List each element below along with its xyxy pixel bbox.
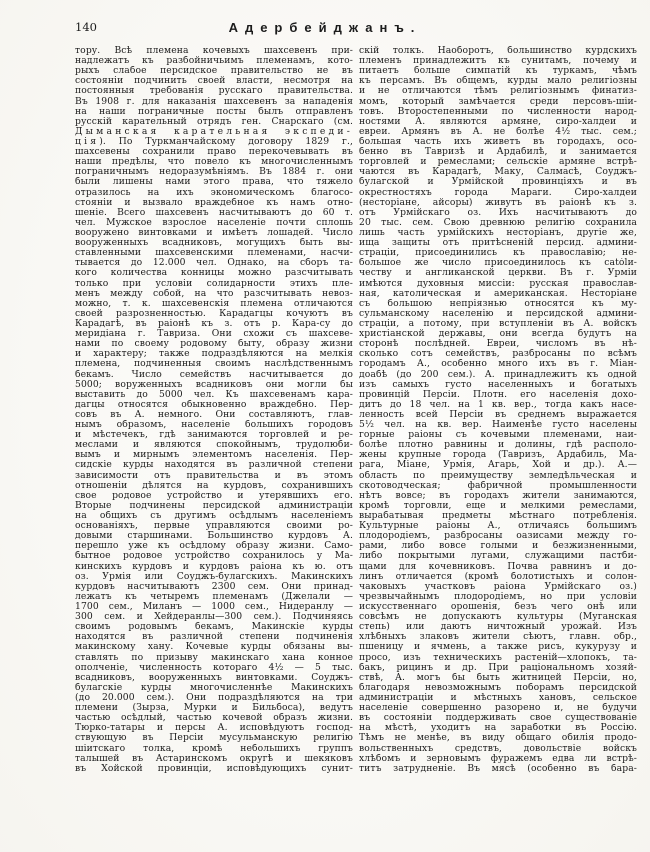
- text-line: христіанской державы, они всегда будутъ на: [359, 329, 637, 340]
- text-line: чаковыхъ участковъ раіона Урмійскаго оз.): [359, 581, 637, 592]
- text-line: лишь часть урмійскихъ несторіанъ, другіе же,: [359, 227, 637, 238]
- text-line: 5½ чел. на кв. вер. Наименѣе густо населены: [359, 420, 637, 431]
- text-line: тору. Всѣ племена кочевыхъ шахсевенъ при-: [75, 46, 353, 56]
- text-line: находятся въ различной степени подчиненія: [75, 632, 353, 643]
- text-line: провинцій Персіи. Плотн. его населенія дохо-: [359, 389, 637, 400]
- text-line: нымъ образомъ, населеніе большихъ городовъ: [75, 420, 353, 431]
- text-line: большая часть ихъ живетъ въ городахъ, осо-: [359, 136, 637, 147]
- text-line: болѣе плотно равнины и долины, гдѣ располо-: [359, 440, 637, 451]
- text-line: рыхъ слабое персидское правительство не въ: [75, 66, 353, 77]
- text-line: бенно въ Тавризѣ и Ардабилѣ, и занимается: [359, 147, 637, 158]
- text-line: скій толкъ. Наоборотъ, большинство курдскихъ: [359, 46, 637, 56]
- running-title: Адербейджанъ.: [228, 20, 422, 35]
- text-line: на общихъ съ другимъ осѣдлымъ населеніемъ: [75, 511, 353, 522]
- text-line: городамъ А., особенно много ихъ въ г. Міан-: [359, 359, 637, 370]
- page-number: 140: [75, 20, 97, 34]
- text-line: перешло уже къ осѣдлому образу жизни. Само-: [75, 541, 353, 552]
- text-line: просо, изъ техническихъ растеній—хлопокъ, та-: [359, 652, 637, 663]
- text-line: искусственнаго орошенія, безъ чего онѣ или: [359, 602, 637, 613]
- text-line: администраціи и мѣстныхъ хановъ, сельское: [359, 693, 637, 703]
- text-line: зависимости отъ правительства и въ этомъ: [75, 470, 353, 481]
- text-line: рами, либо вовсе голыми и безжизненными,: [359, 541, 637, 552]
- text-line: своимъ родовымъ бекамъ, Макинскіе курды: [75, 622, 353, 633]
- text-line: Вторые подчинены персидской администраціи: [75, 500, 353, 511]
- page-header: [0, 20, 650, 36]
- text-line: торговлей и ремеслами; сельскіе армяне встрѣ-: [359, 157, 637, 168]
- text-line: благодаря невозможнымъ поборамъ персидской: [359, 682, 637, 693]
- text-line: шіитскаго толка, кромѣ небольшихъ группъ: [75, 743, 353, 754]
- text-line: основаніяхъ, первые управляются своими ро-: [75, 521, 353, 532]
- text-line: ополченіе, численность котораго 4½ — 5 тыс.: [75, 662, 353, 673]
- text-line: меслами и являются спокойнымъ, трудолюби-: [75, 440, 353, 451]
- text-line: тывается до 12.000 чел. Однако, на сборъ та-: [75, 258, 353, 269]
- text-columns: [75, 46, 637, 774]
- text-line: бекамъ. Число семействъ насчитывается до: [75, 369, 353, 380]
- text-line: жены крупные города (Тавризъ, Ардабиль, Ма-: [359, 450, 637, 461]
- text-line: дитъ до 18 чел. на 1 кв. вер., тогда какъ насе-: [359, 399, 637, 410]
- text-line: племенъ принадлежитъ къ сунитамъ, почему и: [359, 56, 637, 67]
- text-line: булагской и Урмійской провинціяхъ и въ: [359, 177, 637, 188]
- text-line: ностями А. являются армяне, сиро-халдеи и: [359, 116, 637, 127]
- text-line: страціи, а потому, при вступленіи въ А. войскъ: [359, 318, 637, 329]
- text-line: довыми старшинами. Большинство курдовъ А.: [75, 531, 353, 542]
- text-line: ная, католическая и американская. Несторіане: [359, 288, 637, 299]
- text-line: хлѣбомъ и зерновымъ фуражемъ едва ли встрѣ-: [359, 753, 637, 764]
- text-line: степь) или даютъ ничтожный урожай. Изъ: [359, 622, 637, 633]
- text-line: Въ 1908 г. для наказанія шахсевенъ за нападенія: [75, 96, 353, 107]
- text-line: вооруженныхъ всадниковъ, могущихъ быть вы-: [75, 238, 353, 249]
- text-line: дагцы относятся обыкновенно враждебно. Пер-: [75, 399, 353, 410]
- text-line: талышей въ Астаринскомъ округѣ и шекяковъ: [75, 753, 353, 764]
- text-line: окрестностяхъ города Мараги. Сиро-халдеи: [359, 187, 637, 198]
- text-line: вырабатывая предметы мѣстнаго потребленія.: [359, 511, 637, 522]
- text-line: племена, подчиненныя своимъ наслѣдственнымъ: [75, 359, 353, 370]
- text-line: (несторіане, айсоры) живутъ въ раіонѣ къ з.: [359, 197, 637, 208]
- text-line: макинскому хану. Кочевые курды обязаны вы-: [75, 642, 353, 653]
- text-line: изъ самыхъ густо населенныхъ и богатыхъ: [359, 379, 637, 390]
- text-line: Дыманская карательная экспеди-: [75, 126, 353, 137]
- text-line: бакъ, рицинъ и др. При раціональномъ хозяй-: [359, 662, 637, 673]
- text-line: на мѣстѣ, уходитъ на заработки въ Россію.: [359, 723, 637, 734]
- text-line: отразилось на ихъ экономическомъ благосо-: [75, 187, 353, 198]
- text-line: сторонѣ послѣдней. Евреи, числомъ въ нѣ-: [359, 339, 637, 350]
- text-line: 1700 сем., Миланъ — 1000 сем., Нидеранлу —: [75, 602, 353, 613]
- text-line: линъ отличается (кромѣ болотистыхъ и солон-: [359, 571, 637, 582]
- text-line: хлѣбныхъ злаковъ жители сѣютъ, главн. обр.,: [359, 632, 637, 643]
- text-line: большое же число присоединилось къ católи-: [359, 258, 637, 269]
- text-line: вымъ и мирнымъ элементомъ населенія. Пер-: [75, 450, 353, 461]
- text-line: страціи, присоединились къ православію; не-: [359, 248, 637, 259]
- text-line: либо покрытыми лугами, служащими пастби-: [359, 551, 637, 562]
- text-line: только при условіи солидарности этихъ пле-: [75, 278, 353, 289]
- text-line: населеніе совершенно разорено и, не будучи: [359, 703, 637, 714]
- text-line: всадниковъ, вооруженныхъ винтовками. Соуджъ-: [75, 672, 353, 683]
- text-line: щами для кочевниковъ. Почва равнинъ и до-: [359, 561, 637, 572]
- text-line: въ Хойской провинціи, исповѣдующихъ сунит-: [75, 763, 353, 774]
- text-line: питаетъ больше симпатій къ туркамъ, чѣмъ: [359, 66, 637, 77]
- text-line: въ состояніи поддерживать свое существованіе: [359, 713, 637, 724]
- text-line: рага, Міане, Урмія, Агарь, Хой и др.). А.—: [359, 460, 637, 471]
- text-line: область по преимуществу земледѣльческая и: [359, 470, 637, 481]
- text-line: пшеницу и ячмень, а также рисъ, кукурузу и: [359, 642, 637, 653]
- text-line: скотоводческая; фабричной промышленности: [359, 480, 637, 491]
- text-line: совъ въ А. немного. Они составляютъ, глав-: [75, 409, 353, 420]
- text-line: ставленными шахсевенскими племенами, насчи-: [75, 248, 353, 259]
- text-line: евреи. Армянъ въ А. не болѣе 4½ тыс. сем.;: [359, 126, 637, 137]
- text-line: 5000; воруженныхъ всадниковъ они могли бы: [75, 379, 353, 390]
- text-line: на наши пограничные посты былъ отправленъ: [75, 106, 353, 117]
- text-line: чрезвычайнымъ плодородіемъ, но при условіи: [359, 591, 637, 602]
- text-line: ища защиты отъ притѣсненій персид. админи-: [359, 238, 637, 249]
- text-line: выставить до 5000 чел. Къ шахсевенамъ кара-: [75, 389, 353, 400]
- text-line: вооружено винтовками и имѣетъ лошадей. Число: [75, 227, 353, 238]
- left-column: [75, 46, 353, 774]
- text-line: менъ между собой, на что разсчитывать невоз-: [75, 288, 353, 299]
- text-line: и мѣстечекъ, гдѣ занимаются торговлей и ре-: [75, 430, 353, 441]
- text-line: шеніе. Всего шахсевенъ насчитываютъ до 60 т.: [75, 207, 353, 218]
- text-line: 20 тыс. сем. Свою древнюю религію сохранила: [359, 217, 637, 228]
- text-line: отъ Урмійскаго оз. Ихъ насчитываютъ до: [359, 207, 637, 218]
- text-line: шахсевены сохранили право перекочевывать въ: [75, 147, 353, 158]
- text-line: оз. Урмія или Соуджъ-булагскихъ. Макинскихъ: [75, 571, 353, 582]
- text-line: племени (Зырза, Мурки и Бильбоса), ведутъ: [75, 703, 353, 714]
- text-line: и не отличаются тѣмъ религіознымъ финатиз-: [359, 86, 637, 97]
- text-line: сколько сотъ семействъ, разбросаны по всѣмъ: [359, 349, 637, 360]
- text-line: русскій карательный отрядъ ген. Снарскаго (см.: [75, 116, 353, 127]
- text-line: совсѣмъ не допускаютъ культуры (Муганская: [359, 612, 637, 623]
- text-line: пограничнымъ недоразумѣніямъ. Въ 1884 г. они: [75, 167, 353, 178]
- text-line: Тюрко-татары и персы А. исповѣдуютъ господ-: [75, 723, 353, 734]
- text-line: титъ затрудненіе. Въ мясѣ (особенно въ бара-: [359, 763, 637, 774]
- text-line: плодородіемъ, разбросаны оазисами между го-: [359, 531, 637, 542]
- text-line: нами по своему родовому быту, образу жизни: [75, 339, 353, 350]
- text-line: меридіана г. Тавриза. Они схожи съ шахсеве-: [75, 329, 353, 340]
- text-line: состояніи подчинить своей власти, несмотря на: [75, 76, 353, 87]
- text-line: были лишены нами этого права, что тяжело: [75, 177, 353, 188]
- text-line: курдовъ насчитываютъ 2300 сем. Они принад-: [75, 581, 353, 592]
- text-line: Тѣмъ не менѣе, въ виду общаго обилія продо-: [359, 733, 637, 744]
- text-line: наши предѣлы, что повело къ многочисленнымъ: [75, 157, 353, 168]
- text-line: и характеру; также подраздѣляются на мелкія: [75, 349, 353, 360]
- text-line: частью осѣдлый, частью кочевой образъ жизни.: [75, 713, 353, 724]
- text-line: свое родовое устройство и утерявшихъ его.: [75, 490, 353, 501]
- text-line: вольственныхъ средствъ, довольствіе войскъ: [359, 743, 637, 754]
- right-column: [359, 46, 637, 774]
- text-line: надлежатъ къ разбойничьимъ племенамъ, кото-: [75, 56, 353, 67]
- text-line: момъ, который замѣчается среди персовъ-шіи-: [359, 96, 637, 107]
- text-line: съ большою непріязнью относятся къ му-: [359, 298, 637, 309]
- text-line: ствующую въ Персіи мусульманскую религію: [75, 733, 353, 744]
- text-line: отношеніи дѣлятся на курдовъ, сохранившихъ: [75, 480, 353, 491]
- text-line: чаются въ Карадагѣ, Маку, Салмасѣ, Соуджъ-: [359, 167, 637, 178]
- text-line: ставлять по призыву макинскаго хана конное: [75, 652, 353, 663]
- text-line: ствѣ, А. могъ бы быть житницей Персіи, но,: [359, 672, 637, 683]
- text-line: своей разрозненностью. Карадагцы кочуютъ въ: [75, 308, 353, 319]
- text-line: булагскіе курды многочисленнѣе Макинскихъ: [75, 682, 353, 693]
- text-line: кого количества конницы можно разсчитывать: [75, 268, 353, 279]
- text-line: Культурные раіоны А., отличаясь большимъ: [359, 521, 637, 532]
- text-line: Карадагѣ, въ раіонѣ къ з. отъ р. Кара-су до: [75, 318, 353, 329]
- text-line: доабѣ (до 200 сем.). А. принадлежитъ къ одной: [359, 369, 637, 380]
- text-line: ленность всей Персіи въ среднемъ выражается: [359, 409, 637, 420]
- text-line: (до 20.000 сем.). Они подраздѣляются на три: [75, 693, 353, 703]
- text-line: честву и англиканской церкви. Въ г. Урміи: [359, 268, 637, 279]
- text-line: лежатъ къ четыремъ племенамъ (Джелали —: [75, 591, 353, 602]
- text-line: можно, т. к. шахсевенскія племена отличаются: [75, 298, 353, 309]
- text-line: сульманскому населенію и персидской админи-: [359, 308, 637, 319]
- text-line: кромѣ торговли, еще и мелкими ремеслами,: [359, 500, 637, 511]
- text-line: нѣтъ вовсе; въ городахъ жители занимаются,: [359, 490, 637, 501]
- text-line: кинскихъ курдовъ и курдовъ раіона къ ю. отъ: [75, 561, 353, 572]
- text-line: горные раіоны съ кочевыми племенами, наи-: [359, 430, 637, 441]
- text-line: товъ. Второстепенными по численности народ-: [359, 106, 637, 117]
- text-line: ція). По Туркманчайскому договору 1829 г.,: [75, 136, 353, 147]
- text-line: къ персамъ. Въ общемъ, курды мало религіозны: [359, 76, 637, 87]
- text-line: стояніи и вызвало враждебное къ намъ отно-: [75, 197, 353, 208]
- text-line: 300 сем. и Хейдеранлы—300 сем.). Подчиняясь: [75, 612, 353, 623]
- text-line: бытное родовое устройство сохранилось у Ма-: [75, 551, 353, 562]
- text-line: сидскіе курды находятся въ различной степени: [75, 460, 353, 471]
- text-line: имѣются духовныя миссіи: русская православ-: [359, 278, 637, 289]
- text-line: постоянныя требованія русскаго правительства.: [75, 86, 353, 97]
- text-line: чел. Мужское взрослое населеніе почти сплошь: [75, 217, 353, 228]
